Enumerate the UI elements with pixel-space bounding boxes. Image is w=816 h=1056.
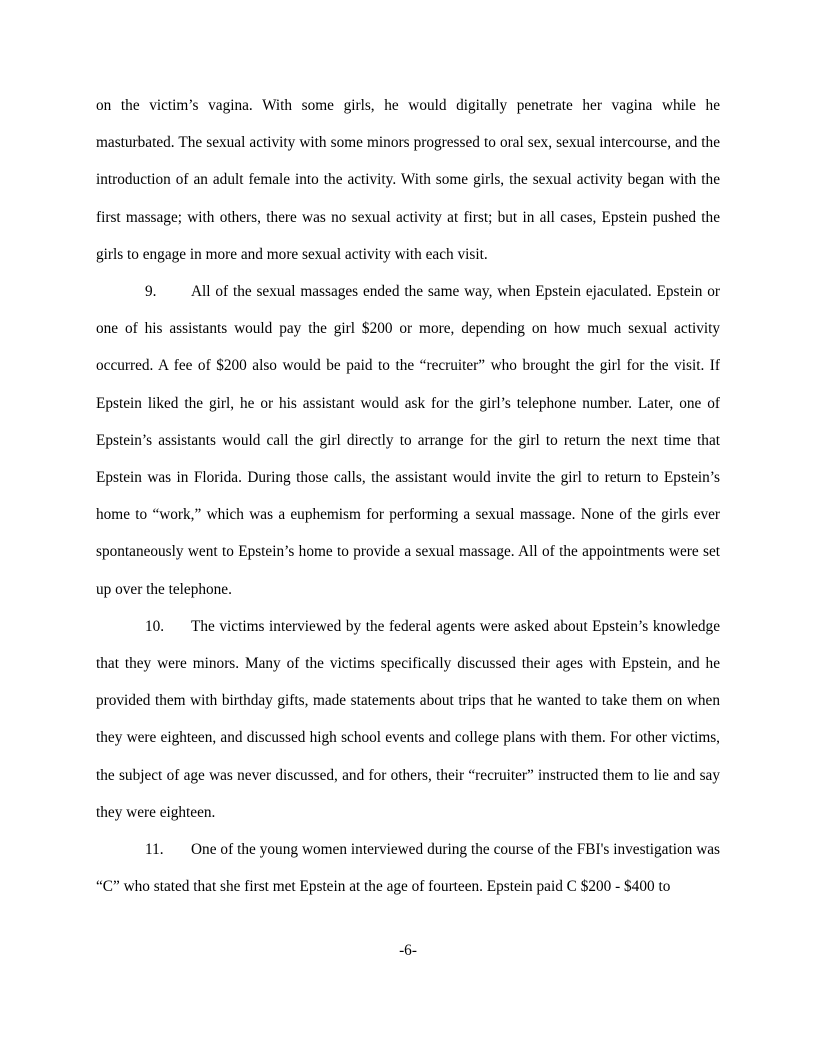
paragraph-11 bbox=[96, 831, 720, 905]
paragraph-number: 9. bbox=[145, 283, 157, 301]
paragraph-continuation bbox=[96, 87, 720, 273]
paragraph-text: The victims interviewed by the federal agents were asked about Epstein’s knowledge that they were minors. Many of the victims specifically discussed their ages with Epstein, and he provided them with birthday gifts, made statements about trips that he wanted to take them on when they were eighteen, and discussed high school events and college plans with them. For other victims, the subject of age was never discussed, and for others, their “recruiter” instructed them to lie and say they were eighteen. bbox=[96, 617, 720, 821]
paragraph-text: One of the young women interviewed during the course of the FBI's investigation was “C” who stated that she first met Epstein at the age of fourteen. Epstein paid C $200 - $400 to bbox=[96, 841, 720, 896]
paragraph-number: 10. bbox=[145, 617, 165, 635]
paragraph-number: 11. bbox=[145, 841, 164, 859]
document-body bbox=[96, 87, 720, 905]
paragraph-text: All of the sexual massages ended the same way, when Epstein ejaculated. Epstein or one of his assistants would pay the girl $200 or more, depending on how much sexual activity occurred. A fee of $200 also would be paid to the “recruiter” who brought the girl for the visit. If Epstein liked the girl, he or his assistant would ask for the girl’s telephone number. Later, one of Epstein’s assistants would call the girl directly to arrange for the girl to return the next time that Epstein was in Florida. During those calls, the assistant would invite the girl to return to Epstein’s home to “work,” which was a euphemism for performing a sexual massage. None of the girls ever spontaneously went to Epstein’s home to provide a sexual massage. All of the appointments were set up over the telephone. bbox=[96, 283, 720, 598]
paragraph-text: on the victim’s vagina. With some girls, he would digitally penetrate her vagina while he masturbated. The sexual activity with some minors progressed to oral sex, sexual intercourse, and the introduction of an adult female into the activity. With some girls, the sexual activity began with the first massage; with others, there was no sexual activity at first; but in all cases, Epstein pushed the girls to engage in more and more sexual activity with each visit. bbox=[96, 97, 720, 263]
paragraph-9 bbox=[96, 273, 720, 608]
page-number: -6- bbox=[399, 942, 417, 959]
paragraph-10 bbox=[96, 608, 720, 831]
